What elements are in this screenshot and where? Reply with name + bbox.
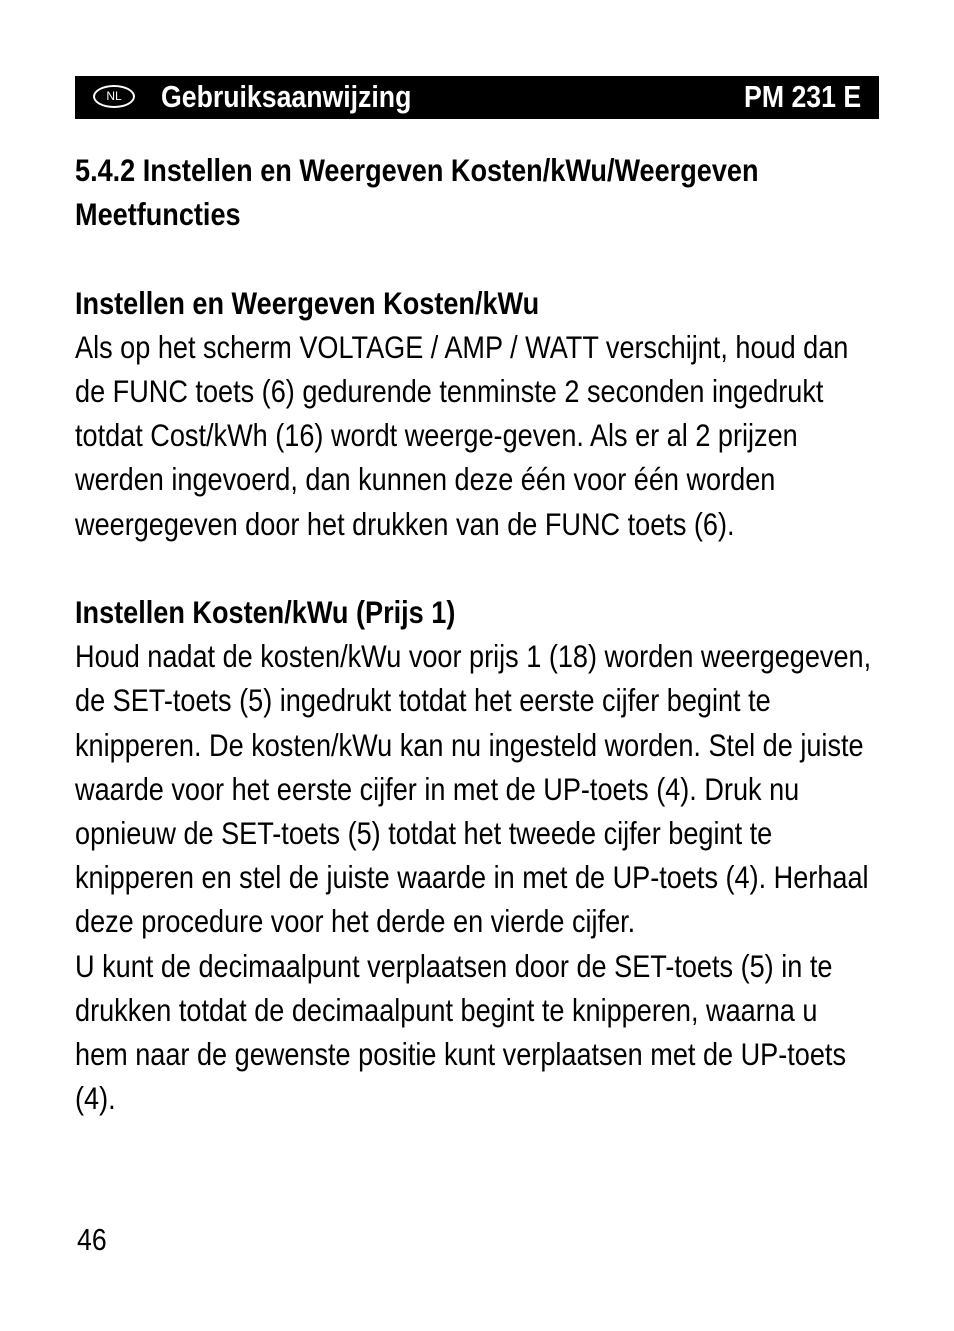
header-bar bbox=[75, 76, 879, 119]
block-heading: Instellen Kosten/kWu (Prijs 1) bbox=[75, 594, 456, 630]
page-number: 46 bbox=[77, 1222, 107, 1257]
spacer bbox=[75, 546, 905, 590]
block-paragraph: U kunt de decimaalpunt verplaatsen door de SET-toets (5) in te drukken totdat de decimaalpunt begint te knipperen, waarna u hem naar de gewenste positie kunt verplaatsen met de UP-toets (4). bbox=[75, 947, 847, 1117]
language-badge: NL bbox=[93, 85, 135, 108]
block-heading: Instellen en Weergeven Kosten/kWu bbox=[75, 284, 540, 321]
block-paragraph: Als op het scherm VOLTAGE / AMP / WATT verschijnt, houd dan de FUNC toets (6) gedurende tenminste 2 seconden ingedrukt totdat Cost/kWh (16) wordt weerge-geven. Als er al 2 prijzen werden ingevoerd, dan kunnen deze één voor één worden weergegeven door het drukken van de FUNC toets (6). bbox=[75, 328, 849, 542]
section-title: 5.4.2 Instellen en Weergeven Kosten/kWu/Weergeven Meetfuncties bbox=[75, 152, 759, 233]
block-paragraph: Houd nadat de kosten/kWu voor prijs 1 (18) worden weergegeven, de SET-toets (5) ingedrukt totdat het eerste cijfer begint te knipperen. De kosten/kWu kan nu ingesteld worden. Stel de juiste waarde voor het eerste cijfer in met de UP-toets (4). Druk nu opnieuw de SET-toets (5) totdat het tweede cijfer begint te knipperen en stel de juiste waarde in met de UP-toets (4). Herhaal deze procedure voor het derde en vierde cijfer. bbox=[75, 638, 872, 940]
header-model: PM 231 E bbox=[743, 79, 861, 114]
header-title: Gebruiksaanwijzing bbox=[161, 79, 412, 114]
page-content bbox=[75, 148, 905, 1120]
spacer bbox=[75, 236, 905, 280]
